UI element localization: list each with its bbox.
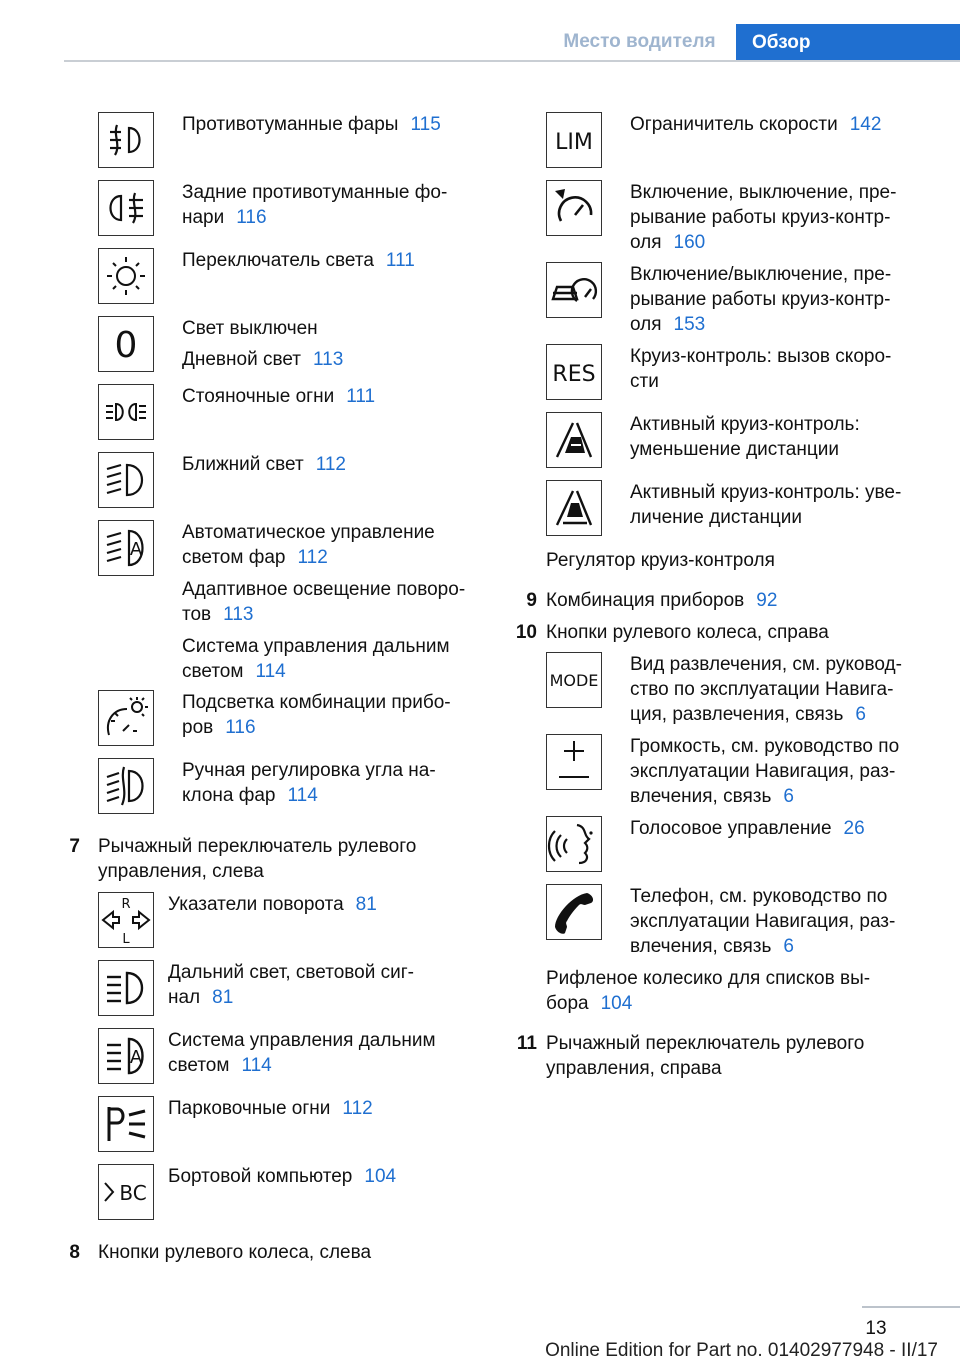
front-fog-light-icon <box>98 112 154 168</box>
page-ref[interactable]: 114 <box>287 785 318 806</box>
page-ref[interactable]: 116 <box>225 717 256 738</box>
page-ref[interactable]: 112 <box>315 454 346 475</box>
distance-decrease-icon <box>546 412 602 468</box>
volume-icon <box>546 734 602 790</box>
left-row-10: Ручная регулировка угла на- клона фар 114 <box>182 760 436 806</box>
lights-off-icon <box>98 316 154 372</box>
svg-text:A: A <box>129 539 143 560</box>
auto-headlight-icon <box>98 520 154 576</box>
instrument-lighting-icon <box>98 690 154 746</box>
parking-light-icon <box>98 1096 154 1152</box>
svg-text:L: L <box>122 932 130 947</box>
item-number-8: 8 <box>69 1242 80 1263</box>
high-beam-icon <box>98 960 154 1016</box>
left7-row-4: Бортовой компьютер 104 <box>168 1166 397 1187</box>
page-ref[interactable]: 104 <box>600 993 633 1014</box>
left-row-2: Переключатель света 111 <box>182 250 415 271</box>
header-section-tab[interactable]: Место водителя <box>563 31 716 52</box>
low-beam-icon <box>98 452 154 508</box>
page-number: 13 <box>865 1318 887 1339</box>
page-ref[interactable]: 114 <box>241 1055 272 1076</box>
page-ref[interactable]: 6 <box>783 786 794 807</box>
right-row-4: Активный круиз-контроль: уменьшение дистанции <box>630 414 860 460</box>
headlight-range-icon <box>98 758 154 814</box>
svg-text:MODE: MODE <box>549 671 599 690</box>
item-number-7: 7 <box>69 836 80 857</box>
svg-text:R: R <box>121 897 131 912</box>
light-switch-icon <box>98 248 154 304</box>
page-ref[interactable]: 142 <box>849 114 882 135</box>
page-ref[interactable]: 112 <box>342 1098 373 1119</box>
item-9-title: Комбинация приборов 92 <box>546 590 778 611</box>
item-number-10: 10 <box>515 622 537 643</box>
left7-row-2: Система управления дальним светом 114 <box>168 1030 436 1076</box>
right10-row-0: Вид развлечения, см. руковод- ство по эксплуатации Навига- ция, развлечения, связь 6 <box>630 654 902 725</box>
page-ref[interactable]: 81 <box>355 894 377 915</box>
onboard-computer-icon <box>98 1164 154 1220</box>
left-row-0: Противотуманные фары 115 <box>182 114 441 135</box>
header-divider <box>64 60 960 62</box>
mode-button-icon <box>546 652 602 708</box>
right-row-3: Круиз-контроль: вызов скоро- сти <box>630 346 892 392</box>
right-row-5: Активный круиз-контроль: уве- личение дистанции <box>630 482 902 528</box>
svg-text:RES: RES <box>552 362 596 387</box>
item-10-title: Кнопки рулевого колеса, справа <box>546 622 829 643</box>
page-ref[interactable]: 6 <box>855 704 866 725</box>
right-row-1: Включение, выключение, пре- рывание работы круиз-контр- оля 160 <box>630 182 897 253</box>
page-ref[interactable]: 112 <box>297 547 328 568</box>
item-number-11: 11 <box>516 1033 537 1054</box>
speed-limiter-icon <box>546 112 602 168</box>
page-ref[interactable]: 160 <box>673 232 706 253</box>
left-row-5: Ближний свет 112 <box>182 454 346 475</box>
left-row-3: Свет выключен Дневной свет 113 <box>182 318 344 370</box>
left-row-4: Стояночные огни 111 <box>182 386 376 407</box>
page-ref[interactable]: 116 <box>236 207 267 228</box>
edition-footer: Online Edition for Part no. 01402977948 - II/17 <box>545 1340 938 1361</box>
rear-fog-light-icon <box>98 180 154 236</box>
svg-text:0: 0 <box>114 325 138 366</box>
page-ref[interactable]: 153 <box>673 314 706 335</box>
cruise-control-icon <box>546 180 602 236</box>
phone-icon <box>546 884 602 940</box>
left7-row-3: Парковочные огни 112 <box>168 1098 373 1119</box>
left-row-1: Задние противотуманные фо- нари 116 <box>182 182 448 228</box>
page-ref[interactable]: 111 <box>346 386 376 407</box>
page-ref[interactable]: 6 <box>783 936 794 957</box>
left-row-7: Адаптивное освещение поворо- тов 113 <box>182 579 466 625</box>
header-overview-tab[interactable]: Обзор <box>736 24 960 62</box>
left-row-6: Автоматическое управление светом фар 112 <box>182 522 435 568</box>
parking-lights-icon <box>98 384 154 440</box>
right10-row-1: Громкость, см. руководство по эксплуатации Навигация, раз- влечения, связь 6 <box>630 736 900 807</box>
turn-signal-icon <box>98 892 154 948</box>
page-ref[interactable]: 115 <box>410 114 441 135</box>
page-ref[interactable]: 111 <box>385 250 415 271</box>
svg-text:A: A <box>129 1047 143 1068</box>
svg-text:LIM: LIM <box>555 130 593 155</box>
right10-row-3: Телефон, см. руководство по эксплуатации Навигация, раз- влечения, связь 6 <box>630 886 896 957</box>
item-11-title: Рычажный переключатель рулевого управления, справа <box>546 1033 865 1079</box>
page-ref[interactable]: 113 <box>223 604 254 625</box>
item-8-title: Кнопки рулевого колеса, слева <box>98 1242 372 1263</box>
left-row-9: Подсветка комбинации прибо- ров 116 <box>182 692 451 738</box>
page-ref[interactable]: 92 <box>756 590 778 611</box>
page-ref[interactable]: 26 <box>843 818 865 839</box>
left7-row-0: Указатели поворота 81 <box>168 894 377 915</box>
cruise-regulator-label: Регулятор круиз-контроля <box>546 550 775 571</box>
page-ref[interactable]: 81 <box>212 987 234 1008</box>
page-ref[interactable]: 114 <box>255 661 286 682</box>
right-row-0: Ограничитель скорости 142 <box>630 114 882 135</box>
page-ref[interactable]: 104 <box>364 1166 397 1187</box>
right10-row-2: Голосовое управление 26 <box>630 818 865 839</box>
thumbwheel-description: Рифленое колесико для списков вы- бора 104 <box>546 968 871 1014</box>
high-beam-assist-icon <box>98 1028 154 1084</box>
right-row-2: Включение/выключение, пре- рывание работы круиз-контр- оля 153 <box>630 264 892 335</box>
active-cruise-icon <box>546 262 602 318</box>
resume-speed-icon <box>546 344 602 400</box>
item-number-9: 9 <box>526 590 537 611</box>
left7-row-1: Дальний свет, световой сиг- нал 81 <box>168 962 414 1008</box>
distance-increase-icon <box>546 480 602 536</box>
page-ref[interactable]: 113 <box>313 349 344 370</box>
left-row-8: Система управления дальним светом 114 <box>182 636 450 682</box>
svg-text:BC: BC <box>119 1181 147 1205</box>
footer-divider <box>862 1306 960 1308</box>
voice-control-icon <box>546 816 602 872</box>
item-7-title: Рычажный переключатель рулевого управления, слева <box>98 836 417 882</box>
